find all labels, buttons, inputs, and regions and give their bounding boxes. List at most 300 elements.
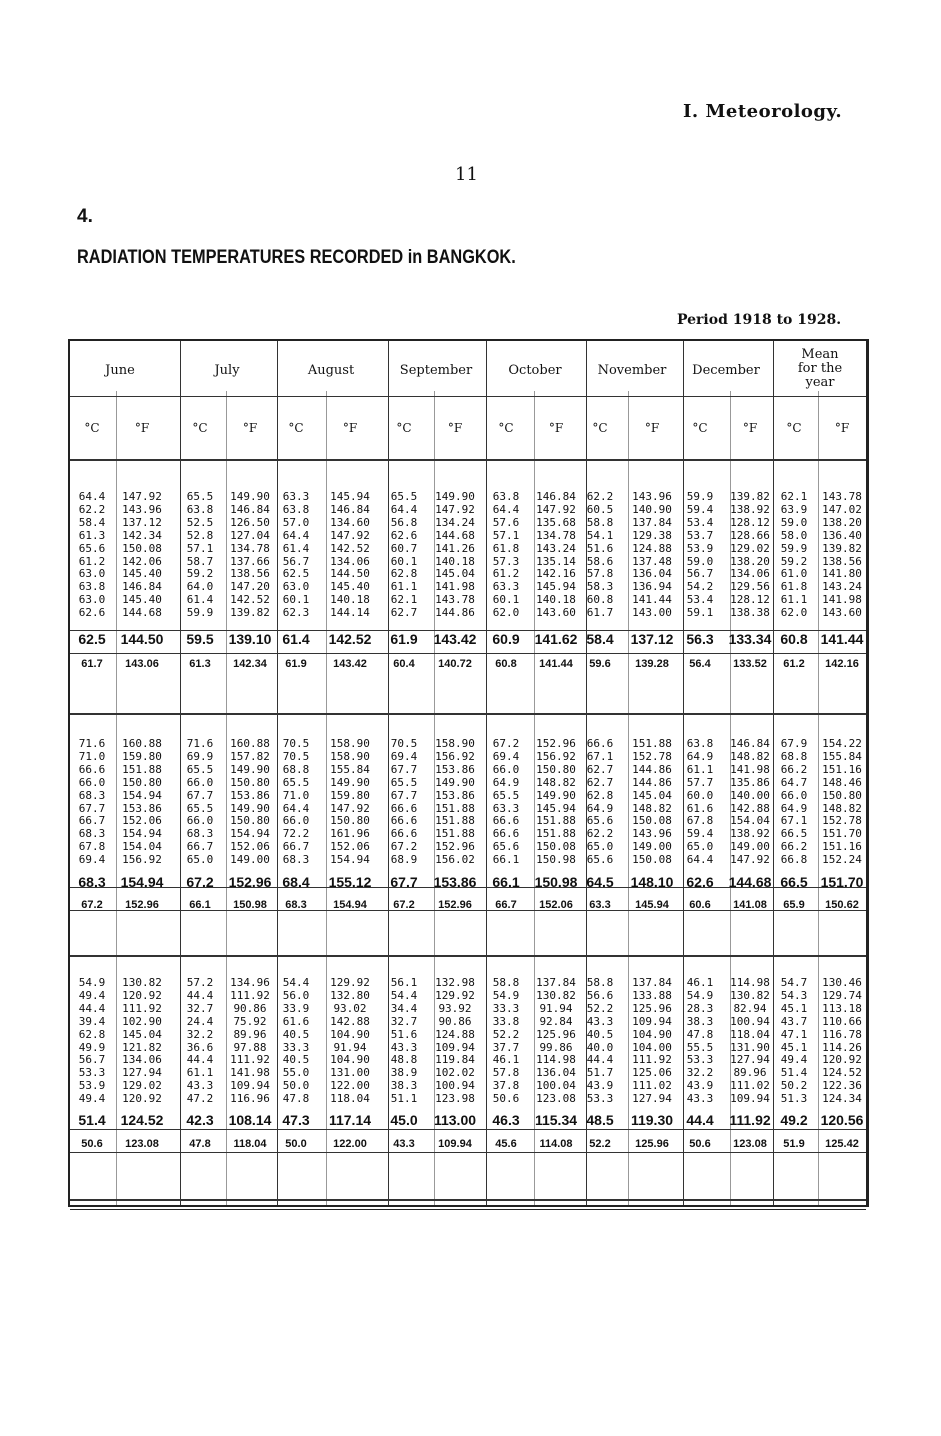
table-cell: 65.5: [282, 775, 310, 789]
table-cell: 150.98: [536, 853, 576, 867]
unit-header: °C: [288, 421, 304, 435]
table-cell: 61.1: [686, 762, 714, 776]
table-cell: 45.0: [390, 1112, 418, 1128]
table-row: [74, 815, 864, 827]
table-cell: 138.20: [822, 515, 862, 529]
table-cell: 62.8: [78, 1027, 106, 1041]
table-cell: 116.96: [230, 1092, 270, 1106]
summary-row: [74, 1138, 864, 1156]
table-cell: 40.5: [282, 1027, 310, 1041]
table-cell: 66.6: [390, 801, 418, 815]
table-cell: 143.78: [822, 490, 862, 503]
table-cell: 28.3: [686, 1001, 714, 1015]
table-cell: 150.98: [534, 874, 578, 890]
table-cell: 50.6: [689, 1138, 711, 1150]
table-cell: 33.9: [282, 1001, 310, 1015]
table-cell: 54.1: [586, 528, 614, 542]
table-cell: 60.1: [492, 593, 520, 607]
table-cell: 71.6: [186, 737, 214, 750]
table-row: [74, 1042, 864, 1054]
table-cell: 129.92: [330, 976, 370, 989]
table-row: [74, 790, 864, 802]
table-cell: 66.0: [78, 775, 106, 789]
table-cell: 148.82: [632, 801, 672, 815]
table-cell: 120.92: [822, 1053, 862, 1067]
table-cell: 118.04: [330, 1092, 370, 1106]
table-row: [74, 841, 864, 853]
unit-header: °F: [644, 421, 660, 435]
table-cell: 58.8: [492, 976, 520, 989]
mean-header-line: year: [805, 375, 835, 390]
table-cell: 58.8: [586, 515, 614, 529]
table-cell: 152.06: [122, 814, 162, 828]
table-cell: 139.10: [228, 631, 272, 647]
table-cell: 68.4: [282, 874, 310, 890]
table-cell: 140.18: [435, 554, 475, 568]
table-cell: 122.36: [822, 1079, 862, 1093]
table-cell: 138.56: [822, 554, 862, 568]
table-row: [74, 491, 864, 503]
table-cell: 32.7: [186, 1001, 214, 1015]
table-cell: 124.34: [822, 1092, 862, 1106]
table-cell: 156.92: [122, 853, 162, 867]
table-cell: 159.80: [122, 749, 162, 763]
unit-header: °C: [592, 421, 608, 435]
table-cell: 104.90: [632, 1027, 672, 1041]
table-cell: 141.98: [730, 762, 770, 776]
table-cell: 137.84: [632, 976, 672, 989]
table-cell: 57.0: [282, 515, 310, 529]
unit-header: °F: [134, 421, 150, 435]
table-cell: 62.6: [78, 606, 106, 620]
table-cell: 150.08: [536, 840, 576, 854]
table-cell: 143.60: [536, 606, 576, 620]
table-cell: 62.2: [586, 827, 614, 841]
table-cell: 50.2: [780, 1079, 808, 1093]
table-cell: 109.94: [730, 1092, 770, 1106]
table-cell: 138.92: [730, 502, 770, 516]
table-cell: 53.4: [686, 593, 714, 607]
table-cell: 125.96: [536, 1027, 576, 1041]
table-cell: 134.78: [536, 528, 576, 542]
table-cell: 148.46: [822, 775, 862, 789]
table-cell: 59.2: [780, 554, 808, 568]
table-cell: 40.5: [586, 1027, 614, 1041]
table-cell: 148.82: [730, 749, 770, 763]
table-cell: 51.4: [780, 1066, 808, 1080]
table-cell: 70.5: [390, 737, 418, 750]
table-cell: 125.96: [635, 1138, 669, 1150]
table-cell: 136.40: [822, 528, 862, 542]
table-cell: 38.3: [686, 1014, 714, 1028]
table-cell: 148.10: [630, 874, 674, 890]
table-cell: 33.8: [492, 1014, 520, 1028]
table-cell: 61.2: [492, 567, 520, 581]
table-cell: 145.94: [330, 490, 370, 503]
table-row: [74, 738, 864, 750]
table-cell: 93.92: [438, 1001, 472, 1015]
table-cell: 109.94: [632, 1014, 672, 1028]
unit-header: °C: [84, 421, 100, 435]
table-cell: 62.8: [390, 567, 418, 581]
table-cell: 139.82: [730, 490, 770, 503]
table-cell: 142.88: [730, 801, 770, 815]
table-cell: 65.0: [186, 853, 214, 867]
table-cell: 54.9: [492, 988, 520, 1002]
table-cell: 63.3: [492, 580, 520, 594]
table-cell: 47.8: [189, 1138, 211, 1150]
table-cell: 64.4: [492, 502, 520, 516]
table-cell: 56.1: [390, 976, 418, 989]
table-cell: 56.7: [282, 554, 310, 568]
table-cell: 68.8: [282, 762, 310, 776]
month-header-december: December: [692, 363, 760, 378]
table-cell: 147.92: [536, 502, 576, 516]
table-cell: 136.04: [632, 567, 672, 581]
table-cell: 130.82: [730, 988, 770, 1002]
table-cell: 130.82: [536, 988, 576, 1002]
table-cell: 144.86: [632, 762, 672, 776]
month-header-october: October: [508, 363, 562, 378]
table-cell: 60.5: [586, 502, 614, 516]
table-cell: 62.0: [780, 606, 808, 620]
table-cell: 50.0: [282, 1079, 310, 1093]
table-cell: 93.02: [333, 1001, 367, 1015]
table-cell: 59.6: [589, 658, 611, 670]
table-cell: 142.88: [330, 1014, 370, 1028]
table-cell: 154.94: [333, 899, 367, 911]
table-cell: 62.5: [282, 567, 310, 581]
table-cell: 128.66: [730, 528, 770, 542]
table-cell: 57.6: [492, 515, 520, 529]
table-cell: 57.8: [492, 1066, 520, 1080]
table-cell: 135.68: [536, 515, 576, 529]
table-row: [74, 581, 864, 593]
table-cell: 60.0: [686, 788, 714, 802]
table-cell: 52.2: [589, 1138, 611, 1150]
table-cell: 62.2: [78, 502, 106, 516]
table-cell: 58.8: [586, 976, 614, 989]
table-cell: 52.2: [586, 1001, 614, 1015]
table-cell: 64.0: [186, 580, 214, 594]
table-cell: 82.94: [733, 1001, 767, 1015]
table-cell: 145.04: [632, 788, 672, 802]
table-cell: 113.00: [433, 1112, 477, 1128]
table-row: [74, 803, 864, 815]
table-cell: 67.2: [390, 840, 418, 854]
table-cell: 65.9: [783, 899, 805, 911]
table-cell: 61.4: [186, 593, 214, 607]
table-cell: 142.34: [122, 528, 162, 542]
table-row: [74, 556, 864, 568]
table-cell: 108.14: [228, 1112, 272, 1128]
table-cell: 68.3: [186, 827, 214, 841]
radiation-temperature-table: [68, 339, 869, 1207]
table-row: [74, 568, 864, 580]
table-cell: 133.34: [728, 631, 772, 647]
table-cell: 119.30: [630, 1112, 674, 1128]
table-cell: 117.14: [328, 1112, 372, 1128]
table-cell: 114.26: [822, 1040, 862, 1054]
table-cell: 51.4: [78, 1112, 106, 1128]
table-cell: 63.3: [589, 899, 611, 911]
table-cell: 149.00: [632, 840, 672, 854]
table-cell: 64.9: [780, 801, 808, 815]
table-cell: 157.82: [230, 749, 270, 763]
table-cell: 140.00: [730, 788, 770, 802]
table-cell: 67.1: [780, 814, 808, 828]
table-cell: 145.04: [435, 567, 475, 581]
table-cell: 142.34: [233, 658, 267, 670]
table-cell: 66.0: [780, 788, 808, 802]
table-cell: 113.18: [822, 1001, 862, 1015]
summary-row: [74, 658, 864, 676]
table-cell: 71.0: [282, 788, 310, 802]
mean-for-year-header: [775, 348, 865, 390]
table-cell: 45.1: [780, 1001, 808, 1015]
table-cell: 120.92: [122, 988, 162, 1002]
table-row: [74, 504, 864, 516]
table-cell: 154.94: [330, 853, 370, 867]
table-cell: 156.92: [536, 749, 576, 763]
table-cell: 63.3: [492, 801, 520, 815]
table-cell: 100.94: [435, 1079, 475, 1093]
table-cell: 62.7: [390, 606, 418, 620]
table-cell: 154.94: [230, 827, 270, 841]
table-row: [74, 828, 864, 840]
table-cell: 66.6: [78, 762, 106, 776]
table-cell: 152.24: [822, 853, 862, 867]
table-cell: 127.94: [730, 1053, 770, 1067]
table-cell: 104.00: [632, 1040, 672, 1054]
table-cell: 122.00: [330, 1079, 370, 1093]
table-cell: 140.72: [438, 658, 472, 670]
table-cell: 53.7: [686, 528, 714, 542]
table-cell: 61.7: [586, 606, 614, 620]
table-cell: 152.96: [228, 874, 272, 890]
table-cell: 67.2: [81, 899, 103, 911]
unit-header: °F: [548, 421, 564, 435]
table-cell: 54.9: [686, 988, 714, 1002]
table-cell: 63.3: [282, 490, 310, 503]
table-cell: 60.6: [689, 899, 711, 911]
table-cell: 151.88: [435, 827, 475, 841]
table-cell: 60.7: [390, 541, 418, 555]
table-cell: 63.0: [78, 593, 106, 607]
table-cell: 63.8: [282, 502, 310, 516]
table-cell: 39.4: [78, 1014, 106, 1028]
table-cell: 58.4: [586, 631, 614, 647]
table-cell: 143.42: [333, 658, 367, 670]
table-cell: 123.08: [733, 1138, 767, 1150]
table-cell: 153.86: [435, 788, 475, 802]
table-cell: 140.18: [536, 593, 576, 607]
table-cell: 62.2: [586, 490, 614, 503]
table-cell: 146.84: [330, 502, 370, 516]
table-cell: 123.98: [435, 1092, 475, 1106]
table-cell: 46.3: [492, 1112, 520, 1128]
table-cell: 59.0: [686, 554, 714, 568]
table-cell: 129.38: [632, 528, 672, 542]
table-cell: 44.4: [186, 1053, 214, 1067]
table-cell: 33.3: [282, 1040, 310, 1054]
table-cell: 134.96: [230, 976, 270, 989]
section-number: 4.: [77, 206, 93, 227]
table-cell: 50.6: [492, 1092, 520, 1106]
table-cell: 152.96: [125, 899, 159, 911]
table-cell: 62.3: [282, 606, 310, 620]
table-cell: 24.4: [186, 1014, 214, 1028]
table-cell: 61.8: [492, 541, 520, 555]
table-cell: 143.42: [433, 631, 477, 647]
table-cell: 63.8: [686, 737, 714, 750]
month-header-september: September: [399, 363, 473, 378]
table-cell: 60.8: [495, 658, 517, 670]
table-cell: 147.92: [435, 502, 475, 516]
table-cell: 137.12: [630, 631, 674, 647]
table-cell: 53.3: [78, 1066, 106, 1080]
table-cell: 104.90: [330, 1027, 370, 1041]
unit-header: °F: [447, 421, 463, 435]
table-cell: 57.1: [186, 541, 214, 555]
table-cell: 152.96: [536, 737, 576, 750]
unit-header: °F: [834, 421, 850, 435]
table-cell: 119.84: [435, 1053, 475, 1067]
table-cell: 134.24: [435, 515, 475, 529]
table-cell: 90.86: [438, 1014, 472, 1028]
table-cell: 132.80: [330, 988, 370, 1002]
table-cell: 130.82: [122, 976, 162, 989]
table-cell: 66.1: [189, 899, 211, 911]
table-cell: 143.96: [632, 827, 672, 841]
table-cell: 127.94: [632, 1092, 672, 1106]
table-cell: 58.7: [186, 554, 214, 568]
table-cell: 150.80: [822, 788, 862, 802]
table-cell: 156.92: [435, 749, 475, 763]
table-cell: 151.88: [435, 801, 475, 815]
table-cell: 61.4: [282, 631, 310, 647]
table-cell: 149.90: [230, 801, 270, 815]
table-cell: 151.88: [632, 737, 672, 750]
table-cell: 53.3: [686, 1053, 714, 1067]
table-cell: 144.68: [435, 528, 475, 542]
summary-row: [74, 899, 864, 917]
table-cell: 151.88: [536, 827, 576, 841]
table-cell: 142.52: [328, 631, 372, 647]
table-cell: 64.7: [780, 775, 808, 789]
table-cell: 154.04: [122, 840, 162, 854]
table-cell: 145.40: [122, 567, 162, 581]
table-cell: 54.9: [78, 976, 106, 989]
table-cell: 144.50: [120, 631, 164, 647]
table-cell: 141.98: [822, 593, 862, 607]
table-cell: 65.0: [686, 840, 714, 854]
table-cell: 61.2: [78, 554, 106, 568]
table-cell: 152.96: [435, 840, 475, 854]
table-cell: 66.7: [282, 840, 310, 854]
unit-header: °F: [242, 421, 258, 435]
table-cell: 147.92: [330, 801, 370, 815]
table-cell: 64.9: [492, 775, 520, 789]
table-cell: 140.18: [330, 593, 370, 607]
table-cell: 150.80: [536, 762, 576, 776]
table-cell: 153.86: [230, 788, 270, 802]
table-cell: 111.92: [230, 988, 270, 1002]
table-cell: 123.08: [536, 1092, 576, 1106]
table-cell: 54.2: [686, 580, 714, 594]
table-cell: 44.4: [686, 1112, 714, 1128]
table-cell: 62.1: [780, 490, 808, 503]
table-cell: 147.02: [822, 502, 862, 516]
table-cell: 137.48: [632, 554, 672, 568]
table-cell: 158.90: [435, 737, 475, 750]
table-cell: 158.90: [330, 737, 370, 750]
table-cell: 62.6: [390, 528, 418, 542]
month-header-november: November: [597, 363, 667, 378]
table-cell: 141.62: [534, 631, 578, 647]
table-cell: 65.5: [390, 490, 418, 503]
unit-header: °C: [498, 421, 514, 435]
table-row: [74, 1054, 864, 1066]
table-cell: 126.50: [230, 515, 270, 529]
table-row: [74, 517, 864, 529]
table-cell: 114.08: [539, 1138, 573, 1150]
table-cell: 148.82: [822, 801, 862, 815]
table-cell: 56.3: [686, 631, 714, 647]
table-cell: 100.94: [730, 1014, 770, 1028]
table-cell: 38.9: [390, 1066, 418, 1080]
table-cell: 47.8: [686, 1027, 714, 1041]
table-cell: 145.04: [122, 1027, 162, 1041]
table-cell: 154.94: [120, 874, 164, 890]
table-cell: 145.94: [536, 580, 576, 594]
table-cell: 66.7: [495, 899, 517, 911]
table-cell: 43.3: [586, 1014, 614, 1028]
table-cell: 134.06: [730, 567, 770, 581]
table-cell: 141.80: [822, 567, 862, 581]
table-cell: 151.16: [822, 840, 862, 854]
table-cell: 61.2: [783, 658, 805, 670]
table-cell: 43.9: [686, 1079, 714, 1093]
table-cell: 66.7: [186, 840, 214, 854]
table-cell: 91.94: [333, 1040, 367, 1054]
table-cell: 71.6: [78, 737, 106, 750]
table-cell: 146.84: [122, 580, 162, 594]
table-cell: 144.86: [435, 606, 475, 620]
table-cell: 150.08: [122, 541, 162, 555]
table-cell: 104.90: [330, 1053, 370, 1067]
table-cell: 149.90: [230, 762, 270, 776]
table-cell: 65.6: [492, 840, 520, 854]
table-cell: 68.3: [285, 899, 307, 911]
table-cell: 59.1: [686, 606, 714, 620]
table-cell: 53.3: [586, 1092, 614, 1106]
table-cell: 150.80: [230, 775, 270, 789]
table-cell: 71.0: [78, 749, 106, 763]
table-cell: 69.4: [78, 853, 106, 867]
table-cell: 154.04: [730, 814, 770, 828]
table-cell: 66.2: [780, 762, 808, 776]
table-cell: 110.66: [822, 1014, 862, 1028]
table-cell: 139.82: [822, 541, 862, 555]
table-cell: 136.94: [632, 580, 672, 594]
table-cell: 66.1: [492, 874, 520, 890]
table-cell: 54.7: [780, 976, 808, 989]
table-cell: 122.00: [333, 1138, 367, 1150]
table-cell: 52.5: [186, 515, 214, 529]
month-header-july: July: [214, 363, 240, 378]
mean-row: [74, 1112, 864, 1130]
